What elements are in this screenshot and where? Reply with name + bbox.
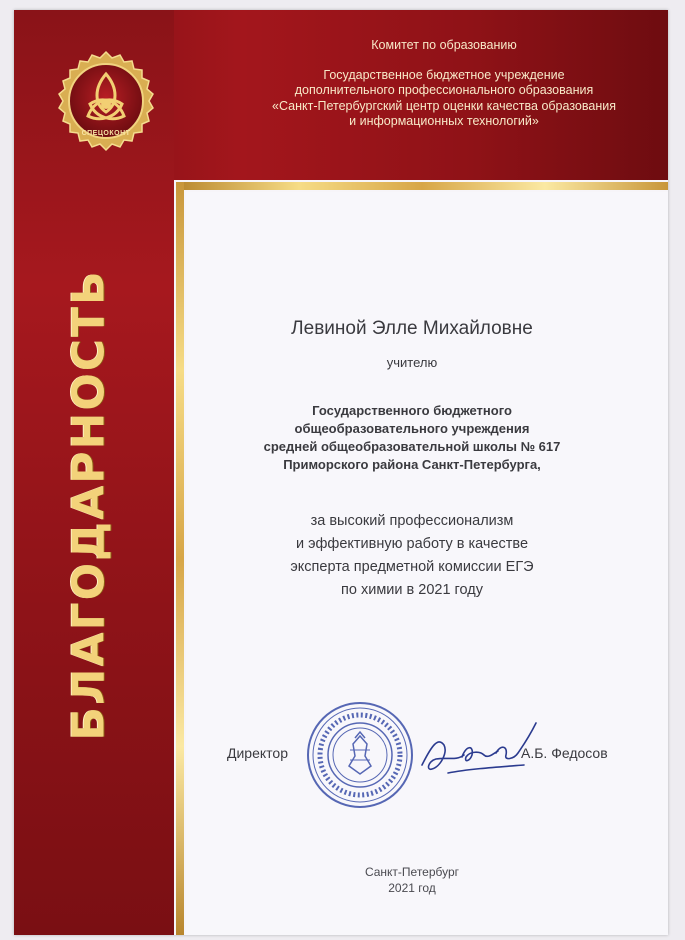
footer-year: 2021 год	[388, 881, 436, 895]
director-name: А.Б. Федосов	[521, 745, 608, 761]
reason-line: и эффективную работу в качестве	[295, 536, 529, 552]
logo-text: СПЕЦОКОНТ	[81, 130, 131, 137]
committee-line: Комитет по образованию	[371, 38, 517, 52]
footer-block	[170, 864, 654, 896]
header-line: Государственное бюджетное учреждение	[323, 67, 565, 82]
header-line: и информационных технологий»	[349, 114, 539, 129]
header-line: «Санкт-Петербургский центр оценки качества образования	[272, 98, 616, 113]
organization-line: средней общеобразовательной школы № 617	[263, 439, 561, 454]
organization-line: Государственного бюджетного	[312, 403, 512, 418]
reason-line: по химии в 2021 году	[341, 582, 483, 598]
certificate-title: БЛАГОДАРНОСТЬ	[63, 269, 115, 741]
organization-line: общеобразовательного учреждения	[294, 421, 530, 436]
header-line: дополнительного профессионального образования	[294, 83, 594, 98]
reason-line: за высокий профессионализм	[310, 513, 514, 529]
gold-frame-horizontal	[176, 182, 668, 190]
organization-block	[170, 402, 654, 474]
official-round-stamp-icon	[305, 700, 415, 810]
recipient-name: Левиной Элле Михайловне	[291, 318, 533, 339]
issuer-header	[244, 38, 644, 130]
director-label: Директор	[227, 745, 288, 761]
footer-city: Санкт-Петербург	[364, 865, 460, 879]
celtic-triquetra-seal-icon	[52, 50, 160, 158]
organization-line: Приморского района Санкт-Петербурга,	[283, 457, 541, 472]
reason-block	[170, 510, 654, 602]
recipient-role: учителю	[386, 355, 438, 370]
reason-line: эксперта предметной комиссии ЕГЭ	[290, 559, 534, 575]
